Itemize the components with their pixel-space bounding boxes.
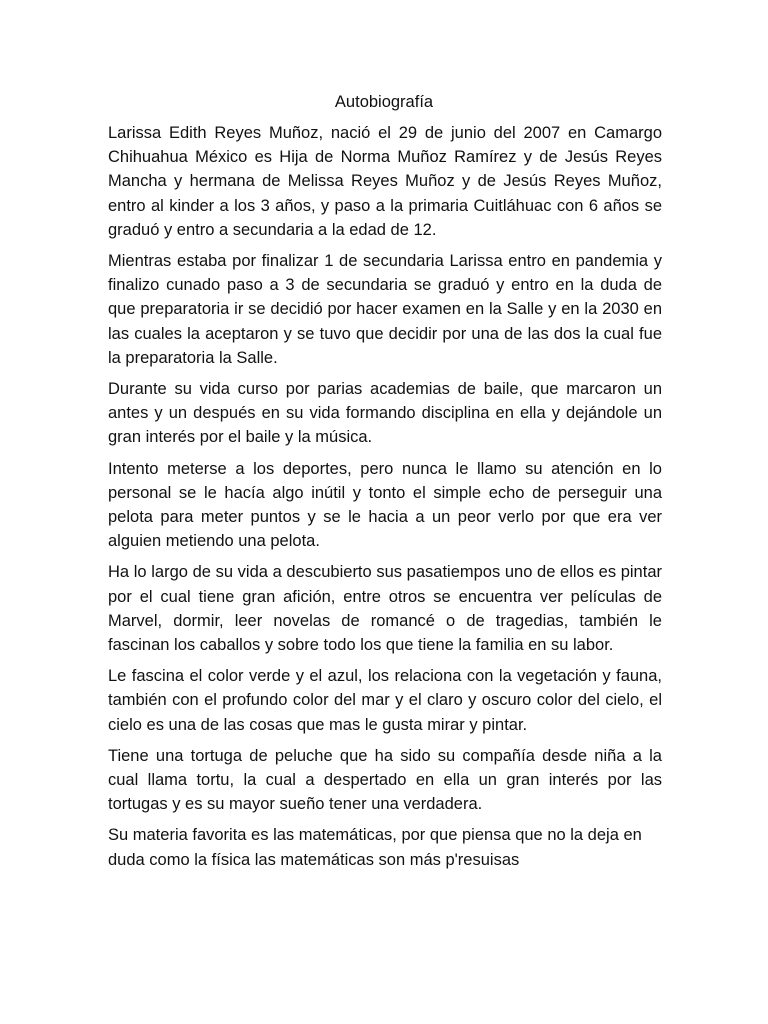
document-title: Autobiografía [334, 93, 434, 111]
paragraph-6: Le fascina el color verde y el azul, los relaciona con la vegetación y fauna, también con el profundo color del mar y el claro y oscuro color del cielo, el cielo es una de las cosas que mas le gusta mirar y pintar. [108, 667, 662, 734]
paragraph-7: Tiene una tortuga de peluche que ha sido su compañía desde niña a la cual llama tortu, la cual a despertado en ella un gran interés por las tortugas y es su mayor sueño tener una verdadera. [108, 746, 662, 814]
paragraph-1: Larissa Edith Reyes Muñoz, nació el 29 de junio del 2007 en Camargo Chihuahua México es Hija de Norma Muñoz Ramírez y de Jesús Reyes Mancha y hermana de Melissa Reyes Muñoz y de Jesús Reyes Muñoz, entro al kinder a los 3 años, y paso a la primaria Cuitláhuac con 6 años se graduó y entro a secundaria a la edad de 12. [108, 124, 662, 239]
paragraph-3: Durante su vida curso por parias academias de baile, que marcaron un antes y un después en su vida formando disciplina en ella y dejándole un gran interés por el baile y la música. [108, 380, 662, 447]
paragraph-5: Ha lo largo de su vida a descubierto sus pasatiempos uno de ellos es pintar por el cual tiene gran afición, entre otros se encuentra ver películas de Marvel, dormir, leer novelas de romancé o de tragedias, también le fascinan los caballos y sobre todo los que tiene la familia en su labor. [108, 563, 662, 655]
paragraph-4: Intento meterse a los deportes, pero nunca le llamo su atención en lo personal se le hacía algo inútil y tonto el simple echo de perseguir una pelota para meter puntos y se le hacia a un peor verlo por que era ver alguien metiendo una pelota. [108, 459, 662, 551]
paragraph-2: Mientras estaba por finalizar 1 de secundaria Larissa entro en pandemia y finalizo cunado paso a 3 de secundaria se graduó y entro en la duda de que preparatoria ir se decidió por hacer examen en la Salle y en la 2030 en las cuales la aceptaron y se tuvo que decidir por una de las dos la cual fue la preparatoria la Salle. [108, 252, 662, 367]
paragraph-8: Su materia favorita es las matemáticas, por que piensa que no la deja en duda como la física las matemáticas son más p'resuisas [108, 826, 642, 869]
